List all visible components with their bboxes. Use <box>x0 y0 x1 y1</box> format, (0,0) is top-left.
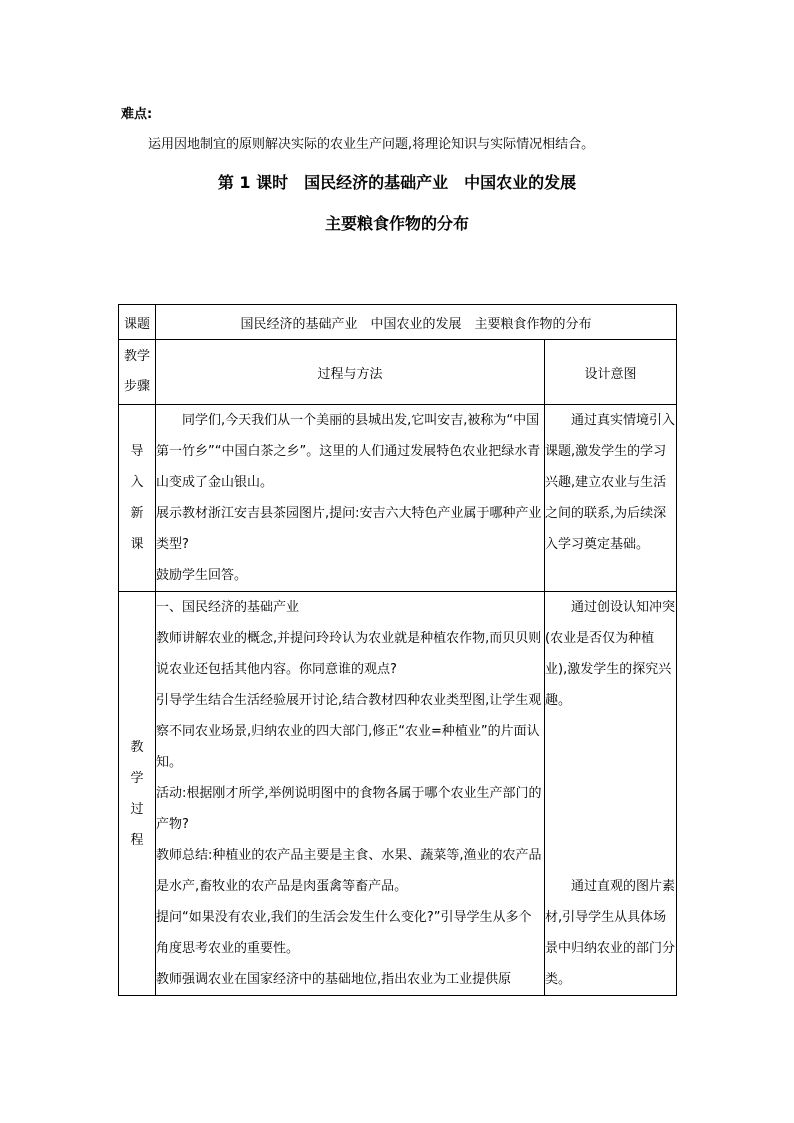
intro-paragraph: 鼓励学生回答。 <box>156 568 248 583</box>
intro-paragraph: 展示教材浙江安吉县茶园图片,提问:安吉六大特色产业属于哪种产业类型? <box>156 506 542 552</box>
intro-label-char: 课 <box>130 537 144 552</box>
intro-label-char: 导 <box>130 444 144 459</box>
process-label-char: 学 <box>130 770 144 786</box>
lesson-title: 第 1 课时 国民经济的基础产业 中国农业的发展 <box>217 173 577 192</box>
intent-spacer <box>545 716 676 871</box>
difficulty-text: 运用因地制宜的原则解决实际的农业生产问题,将理论知识与实际情况相结合。 <box>148 137 595 152</box>
process-paragraph: 活动:根据刚才所学,举例说明图中的食物各属于哪个农业生产部门的产物? <box>156 786 542 832</box>
intent-header: 设计意图 <box>545 340 677 405</box>
steps-label-text: 教学步骤 <box>123 349 150 394</box>
intro-label <box>119 405 156 592</box>
process-header: 过程与方法 <box>156 340 545 405</box>
intro-label-char: 新 <box>130 506 144 521</box>
intro-label-char: 入 <box>130 475 144 490</box>
process-label-char: 程 <box>130 832 144 848</box>
process-label-char: 教 <box>130 739 144 755</box>
intro-process <box>156 405 545 592</box>
lesson-plan-table <box>118 304 677 996</box>
process-paragraph: 一、国民经济的基础产业 <box>156 600 300 615</box>
process-paragraph: 提问“如果没有农业,我们的生活会发生什么变化?”引导学生从多个角度思考农业的重要性。 <box>156 910 532 956</box>
process-label-char: 过 <box>130 801 144 817</box>
intro-intent-text: 通过真实情境引入课题,激发学生的学习兴趣,建立农业与生活之间的联系,为后续深入学习奠定基础。 <box>545 413 676 552</box>
teaching-process <box>156 592 545 996</box>
process-label <box>119 592 156 996</box>
process-intent <box>545 592 677 996</box>
process-intent-text-1: 通过创设认知冲突(农业是否仅为种植业),激发学生的探究兴趣。 <box>545 600 676 708</box>
difficulty-label: 难点: <box>121 107 153 122</box>
steps-label <box>119 340 156 405</box>
process-paragraph: 教师讲解农业的概念,并提问玲玲认为农业就是种植农作物,而贝贝则说农业还包括其他内容。你同意谁的观点? <box>156 631 542 677</box>
process-paragraph: 教师总结:种植业的农产品主要是主食、水果、蔬菜等,渔业的农产品是水产,畜牧业的农产品是肉蛋禽等畜产品。 <box>156 848 542 894</box>
topic-label: 课题 <box>119 305 156 340</box>
lesson-subtitle: 主要粮食作物的分布 <box>324 214 469 233</box>
topic-value: 国民经济的基础产业 中国农业的发展 主要粮食作物的分布 <box>156 305 677 340</box>
process-paragraph: 教师强调农业在国家经济中的基础地位,指出农业为工业提供原 <box>156 972 512 987</box>
intro-intent <box>545 405 677 592</box>
process-paragraph: 引导学生结合生活经验展开讨论,结合教材四种农业类型图,让学生观察不同农业场景,归纳农业的四大部门,修正“农业=种植业”的片面认知。 <box>156 693 542 770</box>
intro-paragraph: 同学们,今天我们从一个美丽的县城出发,它叫安吉,被称为“中国第一竹乡”“中国白茶之乡”。这里的人们通过发展特色农业把绿水青山变成了金山银山。 <box>156 413 541 490</box>
process-intent-text-2: 通过直观的图片素材,引导学生从具体场景中归纳农业的部门分类。 <box>545 879 676 987</box>
